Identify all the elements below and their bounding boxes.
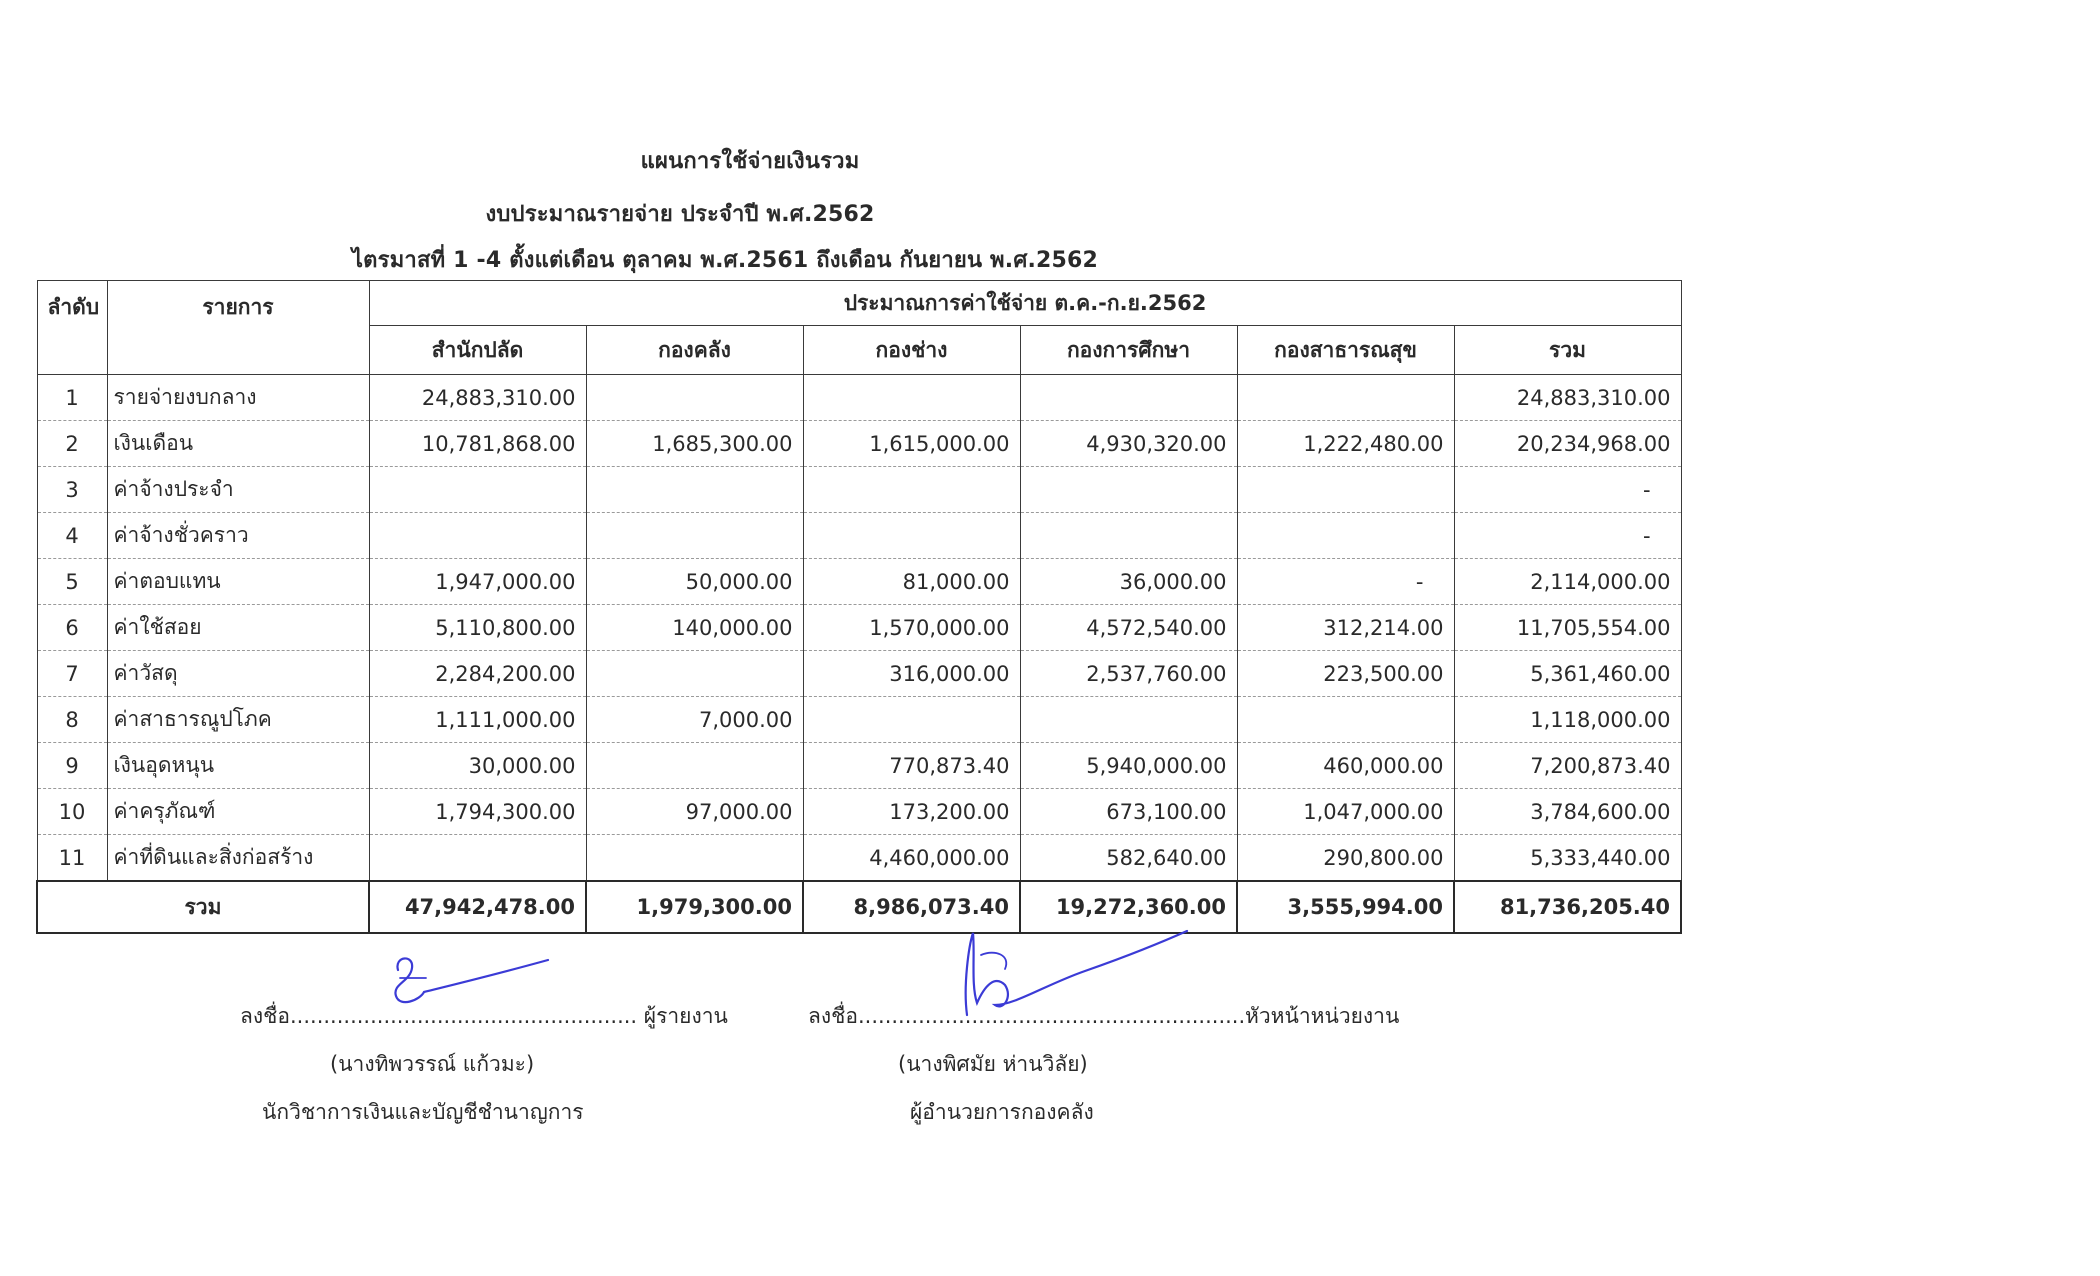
header-estimate-group: ประมาณการค่าใช้จ่าย ต.ค.-ก.ย.2562 xyxy=(369,281,1681,326)
table-row xyxy=(37,421,1681,467)
row-number: 1 xyxy=(37,375,107,421)
row-value-cell: 30,000.00 xyxy=(369,743,586,789)
row-value-cell xyxy=(1020,467,1237,513)
row-value-cell: 50,000.00 xyxy=(586,559,803,605)
row-value-cell xyxy=(1237,375,1454,421)
row-number: 3 xyxy=(37,467,107,513)
row-value-cell xyxy=(803,375,1020,421)
row-value-cell: 4,460,000.00 xyxy=(803,835,1020,882)
row-value-cell xyxy=(369,513,586,559)
row-value-cell: 770,873.40 xyxy=(803,743,1020,789)
row-value-cell: 1,111,000.00 xyxy=(369,697,586,743)
row-value-cell: 20,234,968.00 xyxy=(1454,421,1681,467)
reporter-position: นักวิชาการเงินและบัญชีชำนาญการ xyxy=(262,1100,584,1124)
table-row xyxy=(37,835,1681,882)
row-value-cell xyxy=(1237,697,1454,743)
row-value-cell xyxy=(1020,697,1237,743)
row-value-cell: 290,800.00 xyxy=(1237,835,1454,882)
row-value-cell xyxy=(1020,513,1237,559)
total-cell: 47,942,478.00 xyxy=(369,881,586,933)
row-value-cell: 24,883,310.00 xyxy=(369,375,586,421)
document-period: ไตรมาสที่ 1 -4 ตั้งแต่เดือน ตุลาคม พ.ศ.2561 ถึงเดือน กันยายน พ.ศ.2562 xyxy=(351,248,1099,273)
row-value-cell: 223,500.00 xyxy=(1237,651,1454,697)
row-number: 6 xyxy=(37,605,107,651)
row-value-cell xyxy=(1237,467,1454,513)
row-value-cell: - xyxy=(1454,513,1681,559)
row-value-cell: 81,000.00 xyxy=(803,559,1020,605)
row-number: 2 xyxy=(37,421,107,467)
table-row xyxy=(37,651,1681,697)
row-value-cell: 1,947,000.00 xyxy=(369,559,586,605)
row-value-cell: 1,794,300.00 xyxy=(369,789,586,835)
document-subtitle: งบประมาณรายจ่าย ประจำปี พ.ศ.2562 xyxy=(485,202,875,227)
row-item: ค่าครุภัณฑ์ xyxy=(107,789,369,835)
row-number: 5 xyxy=(37,559,107,605)
row-value-cell: 4,572,540.00 xyxy=(1020,605,1237,651)
header-column: กองคลัง xyxy=(586,326,803,375)
row-number: 9 xyxy=(37,743,107,789)
table-row xyxy=(37,513,1681,559)
row-value-cell: 7,200,873.40 xyxy=(1454,743,1681,789)
table-row xyxy=(37,559,1681,605)
row-value-cell xyxy=(586,835,803,882)
reporter-signature-icon xyxy=(380,948,560,1018)
table-row xyxy=(37,467,1681,513)
table-row xyxy=(37,375,1681,421)
header-column: สำนักปลัด xyxy=(369,326,586,375)
row-value-cell: 582,640.00 xyxy=(1020,835,1237,882)
row-value-cell: 173,200.00 xyxy=(803,789,1020,835)
row-item: เงินอุดหนุน xyxy=(107,743,369,789)
row-value-cell xyxy=(803,513,1020,559)
row-value-cell xyxy=(803,697,1020,743)
row-value-cell: 4,930,320.00 xyxy=(1020,421,1237,467)
row-value-cell: 316,000.00 xyxy=(803,651,1020,697)
head-sign-line: ลงชื่อ.......................................................... xyxy=(808,1004,1246,1028)
row-number: 8 xyxy=(37,697,107,743)
row-item: ค่าใช้สอย xyxy=(107,605,369,651)
row-value-cell xyxy=(586,743,803,789)
total-label: รวม xyxy=(37,881,369,933)
table-row xyxy=(37,605,1681,651)
header-no: ลำดับ xyxy=(37,281,107,375)
row-value-cell xyxy=(369,835,586,882)
table-row xyxy=(37,697,1681,743)
row-value-cell: 673,100.00 xyxy=(1020,789,1237,835)
document-title: แผนการใช้จ่ายเงินรวม xyxy=(640,149,860,174)
row-value-cell: 1,570,000.00 xyxy=(803,605,1020,651)
row-value-cell: 5,110,800.00 xyxy=(369,605,586,651)
total-cell: 1,979,300.00 xyxy=(586,881,803,933)
header-column: กองสาธารณสุข xyxy=(1237,326,1454,375)
head-signature-icon xyxy=(955,925,1195,1025)
row-value-cell xyxy=(586,513,803,559)
header-column: กองช่าง xyxy=(803,326,1020,375)
row-value-cell: - xyxy=(1454,467,1681,513)
row-value-cell: 312,214.00 xyxy=(1237,605,1454,651)
row-value-cell: 1,047,000.00 xyxy=(1237,789,1454,835)
head-position: ผู้อำนวยการกองคลัง xyxy=(910,1100,1094,1124)
head-name: (นางพิศมัย ห่านวิลัย) xyxy=(898,1052,1088,1076)
reporter-name: (นางทิพวรรณ์ แก้วมะ) xyxy=(330,1052,535,1076)
header-column: กองการศึกษา xyxy=(1020,326,1237,375)
row-value-cell: 140,000.00 xyxy=(586,605,803,651)
row-number: 11 xyxy=(37,835,107,882)
row-item: ค่าสาธารณูปโภค xyxy=(107,697,369,743)
row-value-cell: 1,615,000.00 xyxy=(803,421,1020,467)
row-value-cell: 11,705,554.00 xyxy=(1454,605,1681,651)
table-row xyxy=(37,789,1681,835)
row-value-cell xyxy=(369,467,586,513)
total-cell: 3,555,994.00 xyxy=(1237,881,1454,933)
row-value-cell xyxy=(586,375,803,421)
row-value-cell: 1,222,480.00 xyxy=(1237,421,1454,467)
total-cell: 19,272,360.00 xyxy=(1020,881,1237,933)
row-value-cell: 97,000.00 xyxy=(586,789,803,835)
row-value-cell: 7,000.00 xyxy=(586,697,803,743)
row-value-cell xyxy=(1237,513,1454,559)
row-value-cell: 460,000.00 xyxy=(1237,743,1454,789)
row-value-cell: 10,781,868.00 xyxy=(369,421,586,467)
row-value-cell: 3,784,600.00 xyxy=(1454,789,1681,835)
total-cell: 81,736,205.40 xyxy=(1454,881,1681,933)
row-value-cell xyxy=(803,467,1020,513)
row-item: ค่าจ้างประจำ xyxy=(107,467,369,513)
header-column: รวม xyxy=(1454,326,1681,375)
row-item: เงินเดือน xyxy=(107,421,369,467)
row-item: รายจ่ายงบกลาง xyxy=(107,375,369,421)
row-value-cell xyxy=(586,651,803,697)
row-value-cell xyxy=(586,467,803,513)
row-value-cell: 2,284,200.00 xyxy=(369,651,586,697)
row-value-cell: 2,114,000.00 xyxy=(1454,559,1681,605)
row-item: ค่าวัสดุ xyxy=(107,651,369,697)
row-number: 4 xyxy=(37,513,107,559)
row-value-cell: 5,333,440.00 xyxy=(1454,835,1681,882)
row-value-cell: 1,118,000.00 xyxy=(1454,697,1681,743)
reporter-sign-line: ลงชื่อ.................................................... ผู้รายงาน xyxy=(240,1004,728,1028)
row-item: ค่าตอบแทน xyxy=(107,559,369,605)
budget-table xyxy=(36,280,1682,934)
row-value-cell: 5,361,460.00 xyxy=(1454,651,1681,697)
row-value-cell: - xyxy=(1237,559,1454,605)
total-cell: 8,986,073.40 xyxy=(803,881,1020,933)
row-item: ค่าจ้างชั่วคราว xyxy=(107,513,369,559)
row-number: 10 xyxy=(37,789,107,835)
row-value-cell: 1,685,300.00 xyxy=(586,421,803,467)
row-value-cell xyxy=(1020,375,1237,421)
head-role: หัวหน้าหน่วยงาน xyxy=(1245,1004,1400,1028)
row-value-cell: 36,000.00 xyxy=(1020,559,1237,605)
total-row xyxy=(37,881,1681,933)
row-value-cell: 24,883,310.00 xyxy=(1454,375,1681,421)
row-item: ค่าที่ดินและสิ่งก่อสร้าง xyxy=(107,835,369,882)
row-number: 7 xyxy=(37,651,107,697)
row-value-cell: 5,940,000.00 xyxy=(1020,743,1237,789)
row-value-cell: 2,537,760.00 xyxy=(1020,651,1237,697)
table-row xyxy=(37,743,1681,789)
header-item: รายการ xyxy=(107,281,369,375)
